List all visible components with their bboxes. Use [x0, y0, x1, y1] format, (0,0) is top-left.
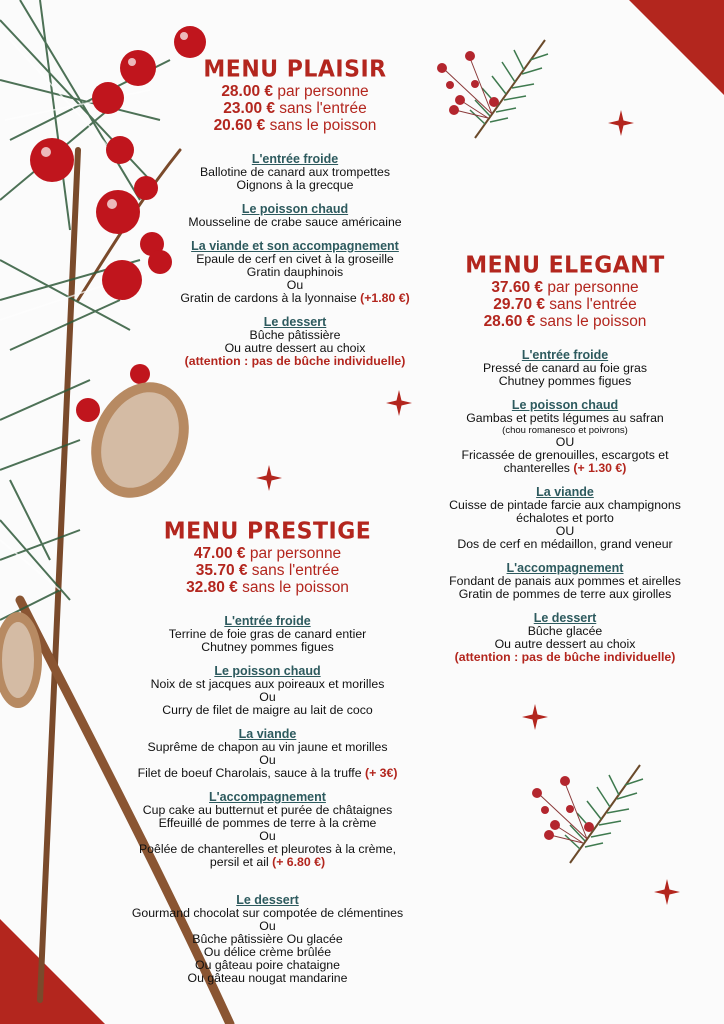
- dish-line: Gambas et petits légumes au safran: [466, 411, 664, 425]
- dish-line: Terrine de foie gras de canard entier: [168, 627, 367, 641]
- dish-line: Gratin de cardons à la lyonnaise (+1.80 €): [180, 291, 410, 305]
- dish-line: Oignons à la grecque: [236, 178, 354, 192]
- star-icon: [522, 704, 548, 730]
- price-line: 35.70 € sans l'entrée: [195, 562, 340, 579]
- section-title: L'entrée froide: [521, 348, 609, 362]
- dish-line: Epaule de cerf en civet à la groseille: [196, 252, 394, 266]
- menu-title: MENU PRESTIGE: [163, 518, 372, 545]
- dish-line: échalotes et porto: [516, 511, 614, 525]
- section-title: Le dessert: [236, 893, 299, 907]
- star-icon: [256, 465, 282, 491]
- supplement-price: (+ 3€): [364, 766, 398, 780]
- section-title: Le dessert: [533, 611, 597, 625]
- dish-line: Ballotine de canard aux trompettes: [199, 165, 391, 179]
- dish-line: persil et ail (+ 6.80 €): [209, 855, 326, 869]
- dish-line: Cuisse de pintade farcie aux champignons: [449, 498, 681, 512]
- dish-line: Bûche pâtissière Ou glacée: [192, 932, 343, 946]
- price-line: 37.60 € par personne: [491, 279, 639, 296]
- dish-line: Chutney pommes figues: [201, 640, 334, 654]
- section-title: Le dessert: [263, 315, 327, 329]
- price-line: 32.80 € sans le poisson: [186, 579, 349, 596]
- section-title: La viande: [536, 485, 594, 499]
- menu-title: MENU PLAISIR: [203, 56, 387, 83]
- supplement-price: (+1.80 €): [360, 291, 410, 305]
- dish-line: Filet de boeuf Charolais, sauce à la truffe (+ 3€): [137, 766, 398, 780]
- section-title: L'entrée froide: [251, 152, 339, 166]
- dish-line: Ou: [259, 690, 276, 704]
- dish-line: Bûche glacée: [527, 624, 603, 638]
- dish-line: Ou gâteau nougat mandarine: [187, 971, 348, 985]
- dish-line: Curry de filet de maigre au lait de coco: [162, 703, 373, 717]
- berry-sprig-icon: [525, 755, 655, 870]
- price-line: 29.70 € sans l'entrée: [493, 296, 637, 313]
- dish-line: Mousseline de crabe sauce américaine: [188, 215, 402, 229]
- price-line: 28.60 € sans le poisson: [483, 313, 647, 330]
- star-icon: [608, 110, 634, 136]
- dish-line: Ou autre dessert au choix: [494, 637, 636, 651]
- dish-line: Gourmand chocolat sur compotée de clémentines: [131, 906, 404, 920]
- dish-line: Fricassée de grenouilles, escargots et: [461, 448, 669, 462]
- price-line: 28.00 € par personne: [221, 83, 369, 100]
- section-title: Le poisson chaud: [241, 202, 349, 216]
- supplement-price: (+ 6.80 €): [272, 855, 326, 869]
- dish-line: Noix de st jacques aux poireaux et morilles: [150, 677, 385, 691]
- corner-decoration-top-right: [629, 0, 724, 95]
- dish-line: Poêlée de chanterelles et pleurotes à la crème,: [138, 842, 397, 856]
- dish-line: Ou: [286, 278, 304, 292]
- dish-line: Ou délice crème brûlée: [203, 945, 332, 959]
- dish-line: Pressé de canard au foie gras: [482, 361, 648, 375]
- berry-sprig-icon: [430, 30, 560, 145]
- dish-line: Dos de cerf en médaillon, grand veneur: [457, 537, 673, 551]
- dish-line: chanterelles (+ 1.30 €): [503, 461, 627, 475]
- menu-elegant: [420, 253, 710, 664]
- section-title: L'entrée froide: [224, 614, 311, 628]
- section-title: L'accompagnement: [209, 790, 326, 804]
- dish-line: Suprême de chapon au vin jaune et morilles: [147, 740, 388, 754]
- section-title: L'accompagnement: [506, 561, 624, 575]
- section-title: Le poisson chaud: [511, 398, 619, 412]
- dish-line: Chutney pommes figues: [498, 374, 632, 388]
- dessert-note: (attention : pas de bûche individuelle): [454, 650, 676, 664]
- dish-detail: (chou romanesco et poivrons): [502, 425, 628, 436]
- dish-line: Ou: [259, 919, 276, 933]
- section-title: Le poisson chaud: [214, 664, 321, 678]
- dish-line: Cup cake au butternut et purée de châtaignes: [142, 803, 393, 817]
- section-title: La viande et son accompagnement: [191, 239, 399, 253]
- dish-line: OU: [555, 435, 575, 449]
- section-title: La viande: [238, 727, 297, 741]
- dessert-note: (attention : pas de bûche individuelle): [184, 354, 406, 368]
- dish-line: Effeuillé de pommes de terre à la crème: [158, 816, 377, 830]
- dish-line: Gratin dauphinois: [246, 265, 344, 279]
- price-line: 20.60 € sans le poisson: [213, 117, 377, 134]
- dish-line: Ou gâteau poire chataigne: [195, 958, 340, 972]
- star-icon: [654, 879, 680, 905]
- star-icon: [386, 390, 412, 416]
- dish-line: Gratin de pommes de terre aux girolles: [458, 587, 672, 601]
- dish-line: Ou autre dessert au choix: [224, 341, 366, 355]
- price-line: 47.00 € par personne: [193, 545, 342, 562]
- dish-line: Fondant de panais aux pommes et airelles: [449, 574, 681, 588]
- supplement-price: (+ 1.30 €): [573, 461, 627, 475]
- price-line: 23.00 € sans l'entrée: [223, 100, 367, 117]
- dish-line: Ou: [259, 753, 276, 767]
- dish-line: OU: [555, 524, 575, 538]
- menu-title: MENU ELEGANT: [465, 252, 665, 279]
- dish-line: Ou: [259, 829, 276, 843]
- menu-prestige: [115, 519, 420, 985]
- menu-plaisir: [155, 57, 435, 368]
- dish-line: Bûche pâtissière: [249, 328, 341, 342]
